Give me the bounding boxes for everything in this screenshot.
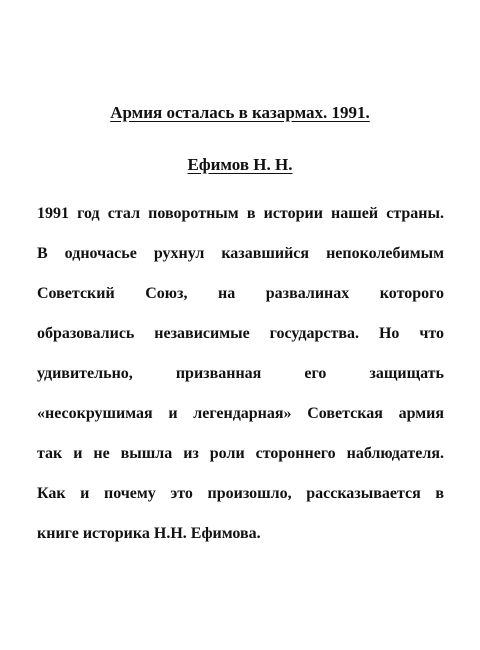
paragraph-line: «несокрушимая и легендарная» Советская армия: [37, 405, 444, 422]
paragraph-line: удивительно, призванная его защищать: [37, 365, 444, 382]
paragraph-line: 1991 год стал поворотным в истории нашей страны.: [37, 205, 444, 222]
paragraph-line: Советский Союз, на развалинах которого: [37, 285, 444, 302]
paragraph-line: книге историка Н.Н. Ефимова.: [37, 525, 261, 542]
paragraph-line: так и не вышла из роли стороннего наблюдателя.: [37, 445, 444, 462]
body-paragraph: [37, 202, 444, 562]
paragraph-line: В одночасье рухнул казавшийся непоколебимым: [37, 245, 444, 262]
paragraph-line: Как и почему это произошло, рассказывается в: [37, 485, 444, 502]
paragraph-line: образовались независимые государства. Но что: [37, 325, 444, 342]
document-title: Армия осталась в казармах. 1991.: [110, 103, 370, 122]
document-author: Ефимов Н. Н.: [187, 155, 293, 174]
